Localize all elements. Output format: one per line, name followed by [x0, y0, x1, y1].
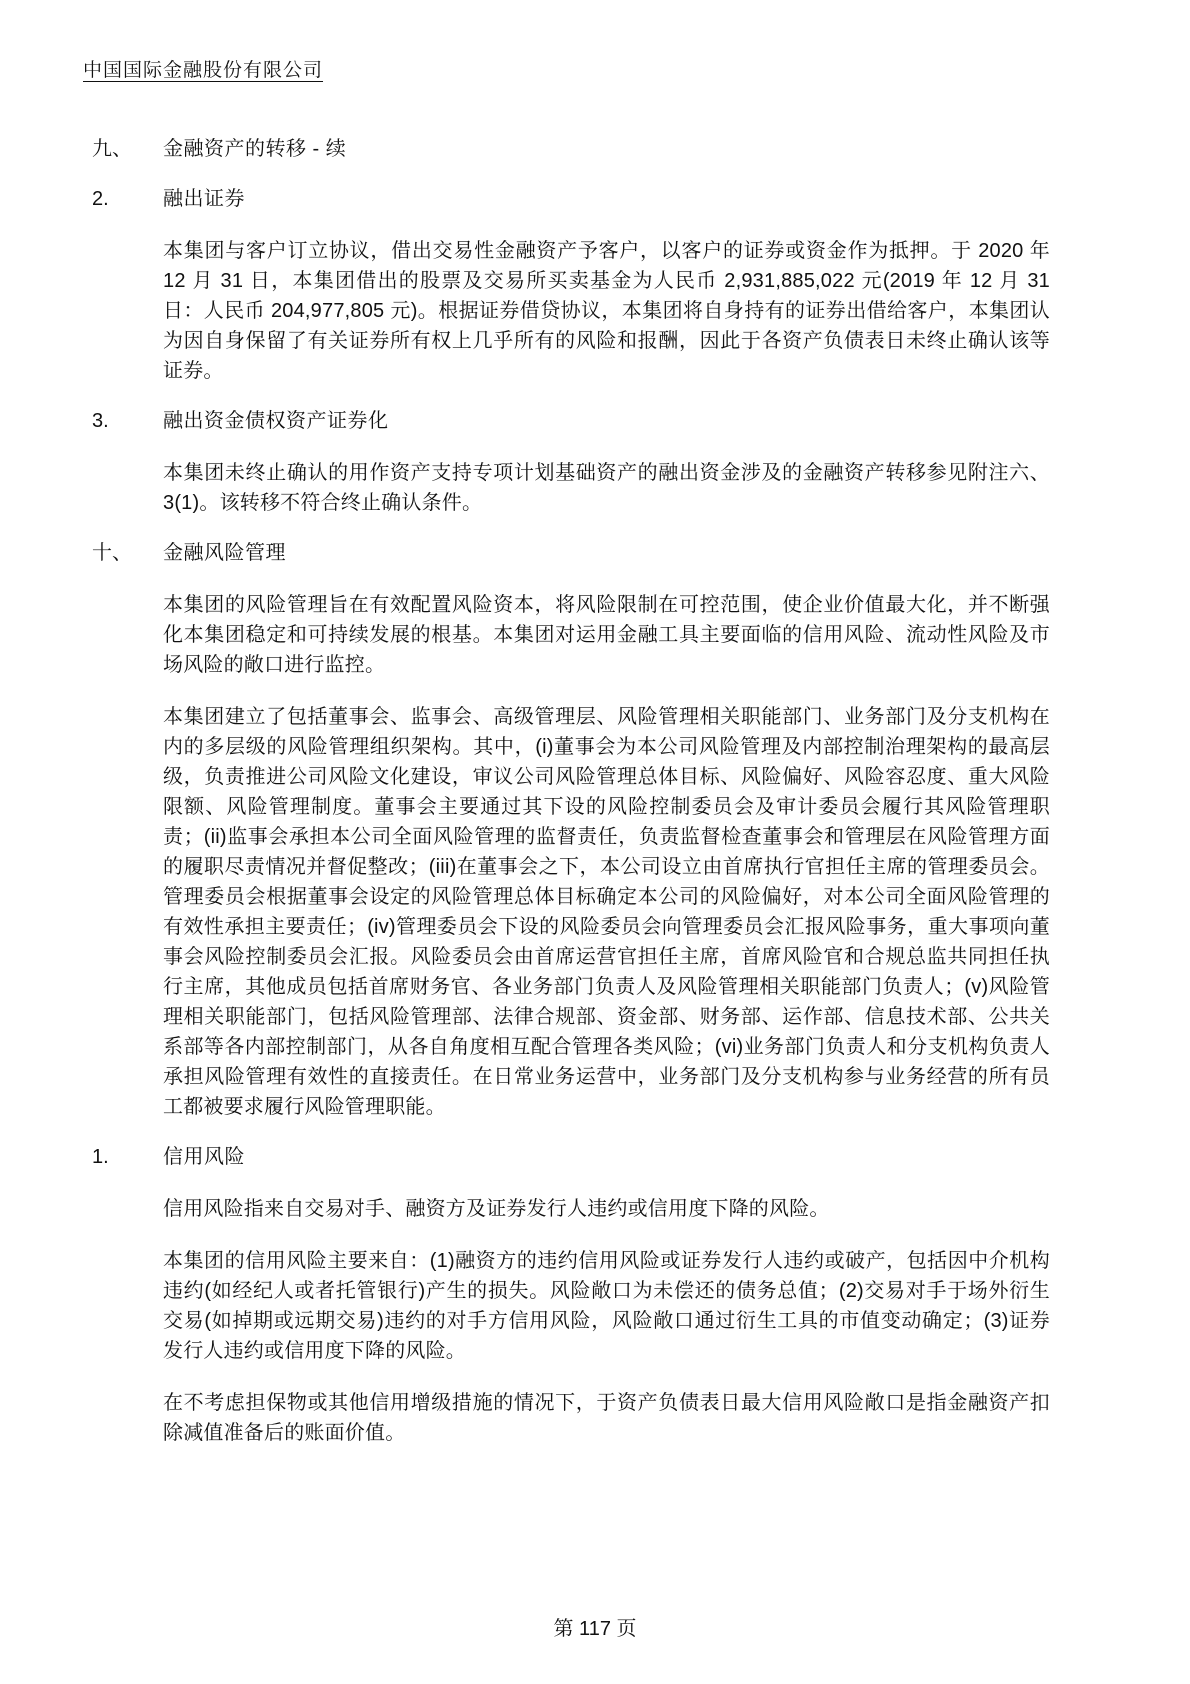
section-number: 1.	[92, 1146, 109, 1168]
section-title: 融出资金债权资产证券化	[163, 410, 389, 432]
document-content	[92, 134, 1050, 1468]
section-number: 十、	[92, 542, 132, 564]
section-number: 九、	[92, 138, 132, 160]
paragraph: 本集团未终止确认的用作资产支持专项计划基础资产的融出资金涉及的金融资产转移参见附注六、3(1)。该转移不符合终止确认条件。	[163, 462, 1050, 514]
paragraph: 在不考虑担保物或其他信用增级措施的情况下，于资产负债表日最大信用风险敞口是指金融资产扣除减值准备后的账面价值。	[163, 1392, 1050, 1444]
page-number: 第 117 页	[553, 1618, 637, 1640]
section-financial-asset-transfer	[92, 134, 1050, 164]
paragraph: 本集团与客户订立协议，借出交易性金融资产予客户，以客户的证券或资金作为抵押。于 2020 年 12 月 31 日，本集团借出的股票及交易所买卖基金为人民币 2,931,885,022 元(2019 年 12 月 31 日：人民币 204,977,805 元)。根据证券借贷协议，本集团将自身持有的证券出借给客户，本集团认为因自身保留了有关证券所有权上几乎所有的风险和报酬，因此于各资产负债表日未终止确认该等证券。	[163, 240, 1050, 382]
section-number: 3.	[92, 410, 109, 432]
section-title: 金融资产的转移 - 续	[163, 138, 347, 160]
paragraph: 本集团的信用风险主要来自：(1)融资方的违约信用风险或证券发行人违约或破产，包括因中介机构违约(如经纪人或者托管银行)产生的损失。风险敞口为未偿还的债务总值；(2)交易对手于场外衍生交易(如掉期或远期交易)违约的对手方信用风险，风险敞口通过衍生工具的市值变动确定；(3)证券发行人违约或信用度下降的风险。	[163, 1250, 1050, 1362]
section-credit-risk	[92, 1142, 1050, 1448]
section-financial-risk-management	[92, 538, 1050, 1122]
company-name: 中国国际金融股份有限公司	[83, 60, 324, 81]
paragraph: 信用风险指来自交易对手、融资方及证券发行人违约或信用度下降的风险。	[163, 1198, 830, 1220]
section-title: 融出证券	[163, 188, 245, 210]
section-number: 2.	[92, 188, 109, 210]
section-title: 金融风险管理	[163, 542, 286, 564]
section-securities-lent	[92, 184, 1050, 386]
section-title: 信用风险	[163, 1146, 245, 1168]
section-margin-loan-securitization	[92, 406, 1050, 518]
paragraph: 本集团建立了包括董事会、监事会、高级管理层、风险管理相关职能部门、业务部门及分支机构在内的多层级的风险管理组织架构。其中，(i)董事会为本公司风险管理及内部控制治理架构的最高层级，负责推进公司风险文化建设，审议公司风险管理总体目标、风险偏好、风险容忍度、重大风险限额、风险管理制度。董事会主要通过其下设的风险控制委员会及审计委员会履行其风险管理职责；(ii)监事会承担本公司全面风险管理的监督责任，负责监督检查董事会和管理层在风险管理方面的履职尽责情况并督促整改；(iii)在董事会之下，本公司设立由首席执行官担任主席的管理委员会。管理委员会根据董事会设定的风险管理总体目标确定本公司的风险偏好，对本公司全面风险管理的有效性承担主要责任；(iv)管理委员会下设的风险委员会向管理委员会汇报风险事务，重大事项向董事会风险控制委员会汇报。风险委员会由首席运营官担任主席，首席风险官和合规总监共同担任执行主席，其他成员包括首席财务官、各业务部门负责人及风险管理相关职能部门负责人；(v)风险管理相关职能部门，包括风险管理部、法律合规部、资金部、财务部、运作部、信息技术部、公共关系部等各内部控制部门，从各自角度相互配合管理各类风险；(vi)业务部门负责人和分支机构负责人承担风险管理有效性的直接责任。在日常业务运营中，业务部门及分支机构参与业务经营的所有员工都被要求履行风险管理职能。	[163, 706, 1050, 1118]
paragraph: 本集团的风险管理旨在有效配置风险资本，将风险限制在可控范围，使企业价值最大化，并不断强化本集团稳定和可持续发展的根基。本集团对运用金融工具主要面临的信用风险、流动性风险及市场风险的敞口进行监控。	[163, 594, 1050, 676]
